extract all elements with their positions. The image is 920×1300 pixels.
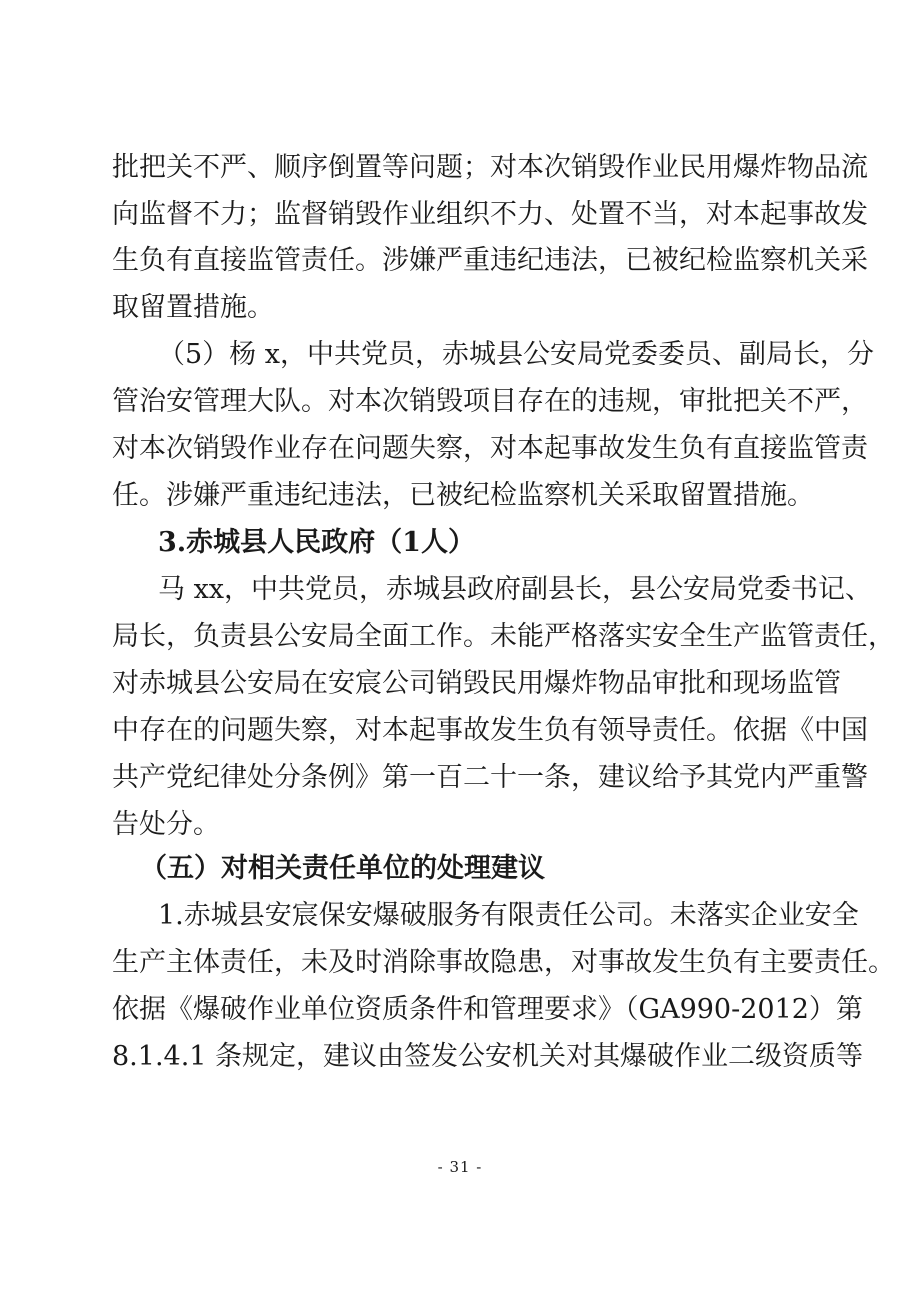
- text-line: 局长，负责县公安局全面工作。未能严格落实安全生产监管责任，: [112, 621, 895, 652]
- text-line: 对赤城县公安局在安宸公司销毁民用爆炸物品审批和现场监管: [112, 668, 841, 699]
- text-line: 任。涉嫌严重违纪违法，已被纪检监察机关采取留置措施。: [112, 480, 814, 511]
- text-line: 中存在的问题失察，对本起事故发生负有领导责任。依据《中国: [112, 715, 868, 746]
- text-line: 依据《爆破作业单位资质条件和管理要求》（GA990-2012）第: [112, 994, 863, 1025]
- text-line: 对本次销毁作业存在问题失察，对本起事故发生负有直接监管责: [112, 433, 868, 464]
- text-line: 生产主体责任，未及时消除事故隐患，对事故发生负有主要责任。: [112, 947, 895, 978]
- text-line: 马 xx，中共党员，赤城县政府副县长，县公安局党委书记、: [158, 574, 873, 605]
- text-line: 告处分。: [112, 809, 220, 840]
- text-line: （5）杨 x，中共党员，赤城县公安局党委委员、副局长，分: [158, 339, 874, 370]
- text-line: 向监督不力；监督销毁作业组织不力、处置不当，对本起事故发: [112, 199, 868, 230]
- text-line: 管治安管理大队。对本次销毁项目存在的违规，审批把关不严，: [112, 386, 868, 417]
- section-heading: 3.赤城县人民政府（1人）: [158, 527, 475, 558]
- text-line: 共产党纪律处分条例》第一百二十一条，建议给予其党内严重警: [112, 762, 868, 793]
- text-line: 8.1.4.1 条规定，建议由签发公安机关对其爆破作业二级资质等: [112, 1041, 864, 1072]
- page-number: - 31 -: [437, 1158, 483, 1176]
- section-heading: （五）对相关责任单位的处理建议: [140, 853, 545, 884]
- text-line: 批把关不严、顺序倒置等问题；对本次销毁作业民用爆炸物品流: [112, 152, 868, 183]
- text-line: 取留置措施。: [112, 292, 274, 323]
- text-line: 1.赤城县安宸保安爆破服务有限责任公司。未落实企业安全: [158, 900, 859, 931]
- text-line: 生负有直接监管责任。涉嫌严重违纪违法，已被纪检监察机关采: [112, 245, 868, 276]
